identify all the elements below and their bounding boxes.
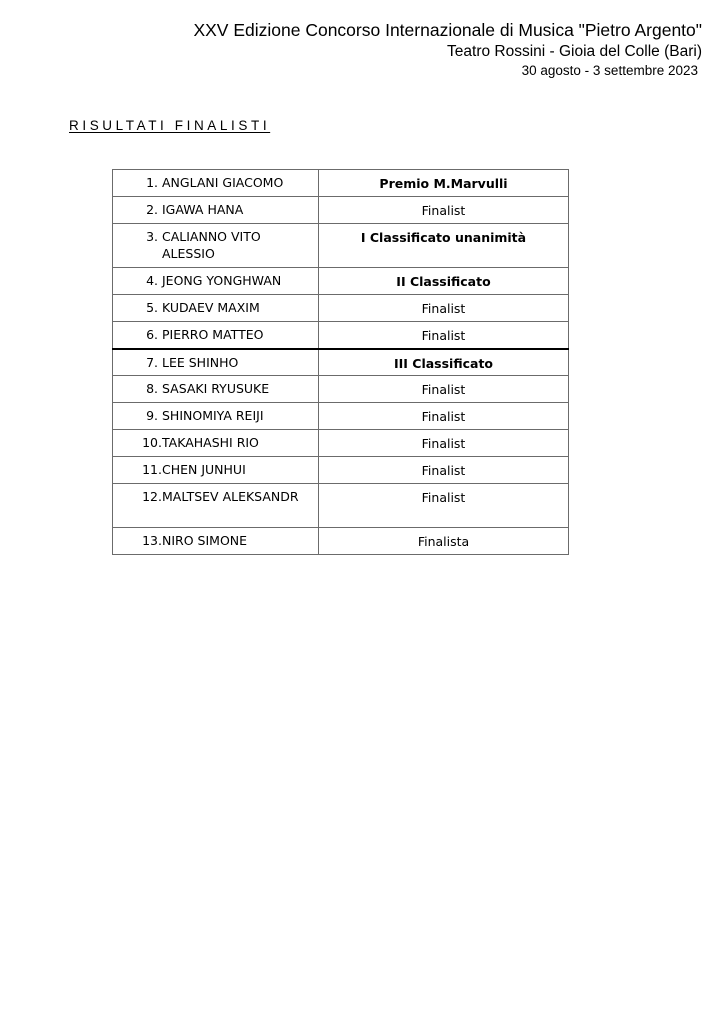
finalist-number: 7. [146, 354, 158, 370]
results-table [112, 169, 569, 555]
finalist-number: 4. [146, 273, 158, 288]
finalist-cell [113, 349, 319, 376]
table-row [113, 403, 569, 430]
finalist-cell [113, 268, 319, 295]
result-cell: Finalist [319, 484, 569, 528]
table-row [113, 322, 569, 349]
finalist-entry [117, 354, 314, 371]
result-cell: Finalist [319, 403, 569, 430]
finalist-number: 1. [146, 175, 158, 190]
table-row [113, 376, 569, 403]
table-row [113, 170, 569, 197]
finalist-name: KUDAEV MAXIM [162, 300, 260, 315]
finalist-number: 13. [142, 533, 162, 548]
finalist-cell [113, 295, 319, 322]
table-row [113, 197, 569, 224]
finalist-entry [117, 461, 314, 478]
finalist-entry [117, 407, 314, 424]
results-table-body [113, 170, 569, 555]
table-row [113, 430, 569, 457]
finalist-name: PIERRO MATTEO [162, 327, 264, 342]
finalist-name: ANGLANI GIACOMO [162, 175, 284, 190]
dates-line: 30 agosto - 3 settembre 2023 [521, 63, 698, 78]
result-cell: Premio M.Marvulli [319, 170, 569, 197]
table-row [113, 295, 569, 322]
result-cell: Finalist [319, 295, 569, 322]
finalist-cell [113, 484, 319, 528]
finalist-cell [113, 457, 319, 484]
section-title: RISULTATI FINALISTI [69, 118, 271, 133]
result-cell: Finalista [319, 528, 569, 555]
finalist-name: IGAWA HANA [162, 202, 244, 217]
finalist-entry [117, 201, 314, 218]
finalist-cell [113, 322, 319, 349]
finalist-entry [117, 299, 314, 316]
table-row [113, 484, 569, 528]
finalist-number: 5. [146, 300, 158, 315]
finalist-cell [113, 197, 319, 224]
result-cell: Finalist [319, 457, 569, 484]
finalist-name: LEE SHINHO [162, 354, 239, 370]
finalist-entry [117, 532, 314, 549]
finalist-name: NIRO SIMONE [162, 533, 248, 548]
finalist-name: CHEN JUNHUI [162, 462, 246, 477]
finalist-cell [113, 528, 319, 555]
result-cell: Finalist [319, 376, 569, 403]
finalist-number: 2. [146, 202, 158, 217]
result-cell: II Classificato [319, 268, 569, 295]
finalist-name: JEONG YONGHWAN [162, 273, 282, 288]
finalist-cell [113, 376, 319, 403]
finalist-number: 8. [146, 381, 158, 396]
competition-title: XXV Edizione Concorso Internazionale di Musica "Pietro Argento" [193, 20, 702, 40]
finalist-number: 12. [142, 489, 162, 504]
document-header [193, 18, 702, 80]
finalist-number: 3. [146, 229, 158, 244]
result-cell: Finalist [319, 197, 569, 224]
finalist-entry [117, 174, 314, 191]
finalist-name: CALIANNO VITO ALESSIO [162, 229, 261, 261]
finalist-entry [117, 434, 314, 451]
finalist-cell [113, 170, 319, 197]
finalist-entry [117, 228, 314, 262]
table-row [113, 528, 569, 555]
finalist-name: MALTSEV ALEKSANDR [162, 489, 299, 504]
table-row [113, 349, 569, 376]
result-cell: III Classificato [319, 349, 569, 376]
finalist-entry [117, 488, 314, 505]
table-row [113, 268, 569, 295]
result-cell: Finalist [319, 430, 569, 457]
result-cell: I Classificato unanimità [319, 224, 569, 268]
finalist-entry [117, 272, 314, 289]
finalist-cell [113, 403, 319, 430]
finalist-entry [117, 380, 314, 397]
table-row [113, 457, 569, 484]
finalist-number: 10. [142, 435, 162, 450]
result-cell: Finalist [319, 322, 569, 349]
finalist-number: 11. [142, 462, 162, 477]
finalist-number: 9. [146, 408, 158, 423]
finalist-cell [113, 224, 319, 268]
finalist-name: SHINOMIYA REIJI [162, 408, 264, 423]
table-row [113, 224, 569, 268]
finalist-number: 6. [146, 327, 158, 342]
finalist-entry [117, 326, 314, 343]
finalist-name: TAKAHASHI RIO [162, 435, 259, 450]
venue-line: Teatro Rossini - Gioia del Colle (Bari) [447, 43, 702, 60]
finalist-name: SASAKI RYUSUKE [162, 381, 270, 396]
finalist-cell [113, 430, 319, 457]
